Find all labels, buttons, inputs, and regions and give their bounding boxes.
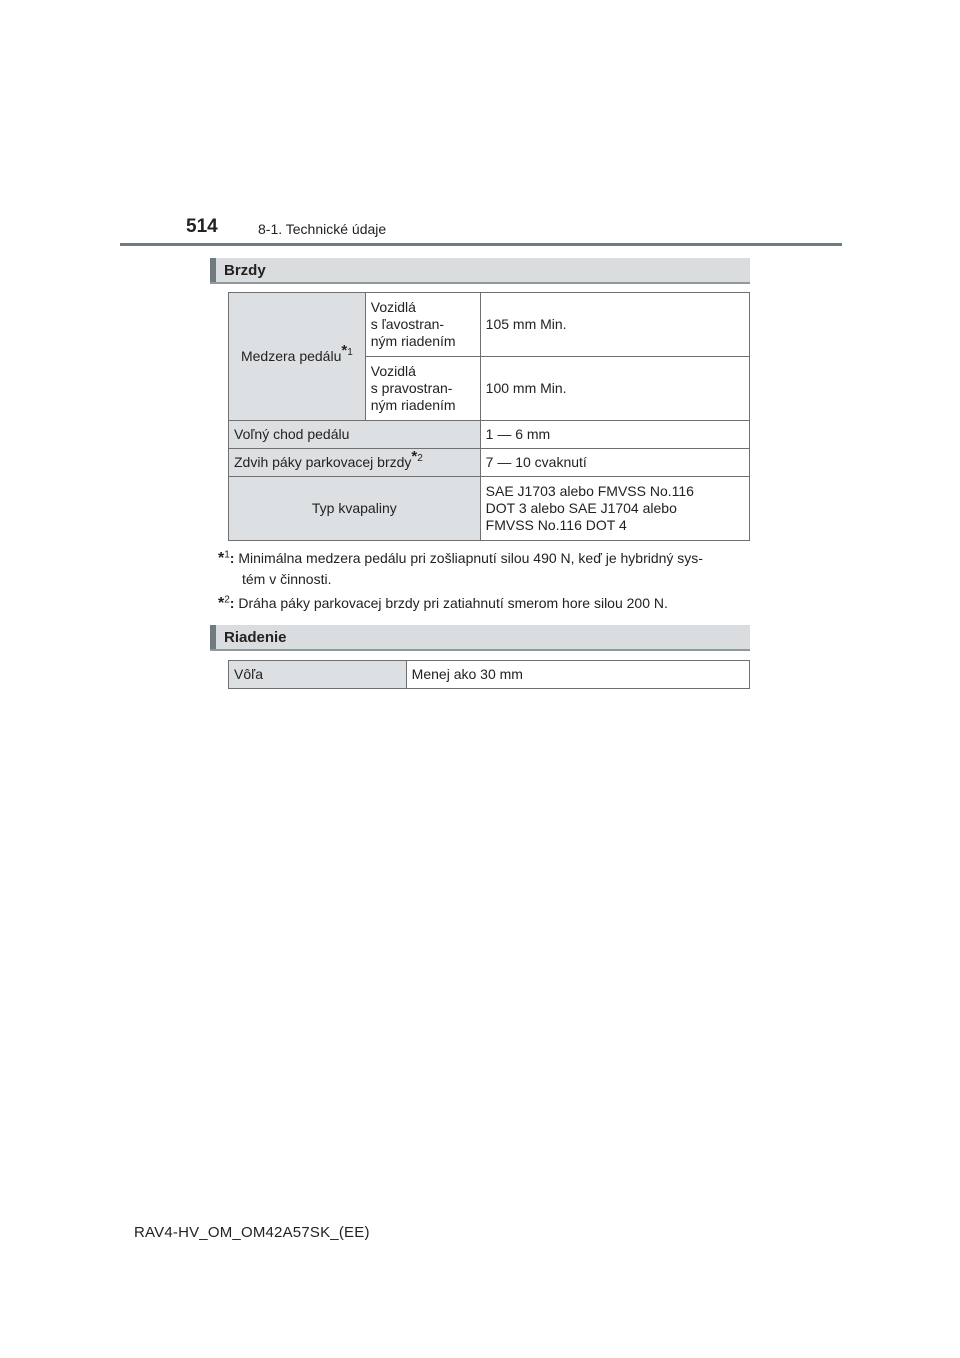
table-row: [229, 293, 750, 357]
rhd-label-cell: [365, 357, 480, 421]
lhd-label-line: Vozidlá: [370, 299, 416, 315]
section-accent: [210, 625, 216, 649]
fluid-value-line: SAE J1703 alebo FMVSS No.116: [485, 483, 694, 499]
pedal-gap-label: Medzera pedálu: [240, 348, 342, 364]
chapter-title: 8-1. Technické údaje: [258, 221, 387, 237]
footnote-text: tém v činnosti.: [242, 571, 332, 587]
lhd-label-cell: [365, 293, 480, 357]
free-play-value: 1 — 6 mm: [480, 421, 749, 449]
lever-travel-value: 7 — 10 cvaknutí: [480, 449, 749, 477]
table-row: [229, 477, 750, 541]
section-title-brakes: Brzdy: [224, 262, 266, 279]
fluid-value-line: FMVSS No.116 DOT 4: [485, 517, 627, 533]
table-row: [229, 449, 750, 477]
fluid-label: Typ kvapaliny: [229, 477, 481, 541]
section-header-brakes: [210, 258, 750, 284]
pedal-gap-label-cell: [229, 293, 366, 421]
header-divider: [120, 243, 842, 246]
section-accent: [210, 258, 216, 282]
lever-travel-label-cell: [229, 449, 481, 477]
lhd-label-line: ným riadením: [370, 333, 456, 349]
section-title-steering: Riadenie: [224, 629, 287, 646]
footnote-1: [218, 548, 750, 590]
lever-travel-label: Zdvih páky parkovacej brzdy: [234, 454, 412, 470]
footnote-2: [218, 593, 750, 614]
steering-play-label: Vôľa: [229, 661, 407, 689]
steering-table: [228, 660, 750, 689]
page-number: 514: [186, 216, 218, 237]
document-code: RAV4-HV_OM_OM42A57SK_(EE): [134, 1224, 370, 1241]
footnote-ref: *1: [341, 342, 353, 360]
steering-play-value: Menej ako 30 mm: [406, 661, 749, 689]
table-row: [229, 661, 750, 689]
rhd-label-line: ným riadením: [370, 397, 456, 413]
rhd-label-line: s pravostran-: [370, 380, 453, 396]
brakes-table: [228, 292, 750, 541]
section-header-steering: [210, 625, 750, 651]
rhd-value: 100 mm Min.: [480, 357, 749, 421]
free-play-label: Voľný chod pedálu: [229, 421, 481, 449]
lhd-label-line: s ľavostran-: [370, 316, 445, 332]
fluid-value-line: DOT 3 alebo SAE J1704 alebo: [485, 500, 677, 516]
footnote-ref: *2: [411, 448, 423, 466]
fluid-value-cell: [480, 477, 749, 541]
footnote-mark: *$^2$:: [218, 594, 235, 612]
footnote-text: Minimálna medzera pedálu pri zošliapnutí silou 490 N, keď je hybridný sys-: [238, 550, 703, 566]
table-row: [229, 421, 750, 449]
footnote-mark: *$^1$:: [218, 549, 235, 567]
rhd-label-line: Vozidlá: [370, 363, 416, 379]
footnote-text: Dráha páky parkovacej brzdy pri zatiahnutí smerom hore silou 200 N.: [238, 595, 668, 611]
lhd-value: 105 mm Min.: [480, 293, 749, 357]
